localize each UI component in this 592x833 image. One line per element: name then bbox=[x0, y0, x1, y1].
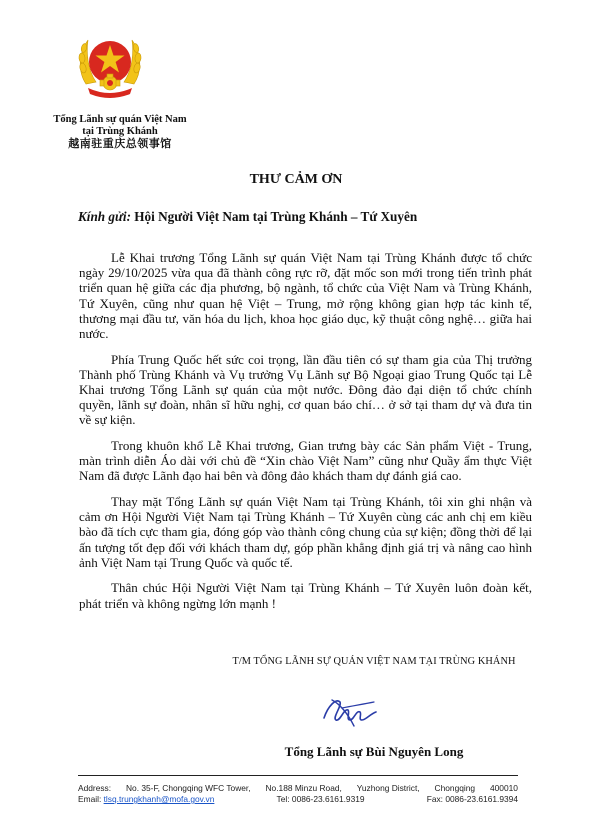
body-paragraph: Thân chúc Hội Người Việt Nam tại Trùng Khánh – Tứ Xuyên luôn đoàn kết, phát triển và không ngừng lớn mạnh ! bbox=[79, 580, 532, 611]
salutation bbox=[78, 209, 417, 225]
body-paragraph: Phía Trung Quốc hết sức coi trọng, lần đầu tiên có sự tham gia của Thị trưởng Thành phố Trùng Khánh và Vụ trưởng Vụ Lãnh sự Bộ Ngoại giao Trung Quốc tại Lễ Khai trương Tổng Lãnh sự quán của một nước. Đông đảo đại diện tổ chức chính quyền, lãnh sự đoàn, nhân sĩ hữu nghị, cơ quan báo chí… ở sở tại tham dự và đưa tin về sự kiện. bbox=[79, 351, 532, 428]
handwritten-signature-icon bbox=[318, 688, 382, 732]
signature-caption: T/M TỔNG LÃNH SỰ QUÁN VIỆT NAM TẠI TRÙNG KHÁNH bbox=[232, 656, 516, 667]
body-paragraph: Lễ Khai trương Tổng Lãnh sự quán Việt Nam tại Trùng Khánh được tổ chức ngày 29/10/2025 vừa qua đã thành công rực rỡ, đặt mốc son mới trong tiến trình phát triển quan hệ giữa các địa phương, bộ ngành, tổ chức của Việt Nam và Trùng Khánh, Tứ Xuyên, cũng như quan hệ Việt – Trung, mở rộng không gian hợp tác kinh tế, thương mại đầu tư, văn hóa du lịch, khoa học giáo dục, kỹ thuật công nghệ… giữa hai nước. bbox=[79, 250, 532, 342]
letter-footer bbox=[78, 783, 518, 805]
signature-caption-block bbox=[224, 656, 524, 667]
email-link[interactable]: tlsq.trungkhanh@mofa.gov.vn bbox=[103, 794, 215, 804]
letter-title: THƯ CẢM ƠN bbox=[249, 172, 343, 187]
consulate-name-line1: Tổng Lãnh sự quán Việt Nam bbox=[53, 114, 187, 125]
address-part: 400010 bbox=[489, 783, 518, 793]
footer-divider bbox=[78, 775, 518, 776]
email-label: Email: bbox=[78, 794, 102, 804]
address-part: Chongqing bbox=[434, 783, 476, 793]
footer-contact-row bbox=[78, 794, 518, 805]
address-part: No.188 Minzu Road, bbox=[265, 783, 342, 793]
body-paragraph: Thay mặt Tổng Lãnh sự quán Việt Nam tại Trùng Khánh, tôi xin ghi nhận và cảm ơn Hội Người Việt Nam tại Trùng Khánh – Tứ Xuyên cùng các anh chị em kiều bào đã tích cực tham gia, đóng góp vào thành công chung của sự kiện; đồng thời để lại ấn tượng tốt đẹp đối với khách tham dự, góp phần khẳng định giá trị và nâng cao hình ảnh Việt Nam tại Trung Quốc và quốc tế. bbox=[79, 494, 532, 570]
consulate-name bbox=[40, 114, 200, 150]
body-paragraph: Trong khuôn khổ Lễ Khai trương, Gian trưng bày các Sản phẩm Việt - Trung, màn trình diễn Áo dài với chủ đề “Xin chào Việt Nam” cũng như Quầy ẩm thực Việt Nam đã được Lãnh đạo hai bên và đông đảo khách tham dự đánh giá cao. bbox=[79, 438, 532, 484]
salutation-recipient: Hội Người Việt Nam tại Trùng Khánh – Tứ Xuyên bbox=[134, 209, 418, 224]
consulate-name-line2: tại Trùng Khánh bbox=[82, 126, 158, 137]
consulate-name-chinese: 越南驻重庆总领事馆 bbox=[68, 137, 172, 150]
email-group bbox=[78, 794, 214, 805]
address-part: Yuzhong District, bbox=[356, 783, 420, 793]
fax-number: Fax: 0086-23.6161.9394 bbox=[426, 794, 518, 804]
signer-name: Tổng Lãnh sự Bùi Nguyên Long bbox=[284, 744, 464, 759]
salutation-lead: Kính gửi: bbox=[78, 209, 131, 224]
address-part: No. 35-F, Chongqing WFC Tower, bbox=[125, 783, 251, 793]
vietnam-national-emblem-icon bbox=[74, 28, 146, 100]
footer-address-row bbox=[78, 783, 518, 794]
letter-body bbox=[79, 250, 532, 621]
address-label: Address: bbox=[78, 783, 112, 793]
tel-number: Tel: 0086-23.6161.9319 bbox=[276, 794, 365, 804]
